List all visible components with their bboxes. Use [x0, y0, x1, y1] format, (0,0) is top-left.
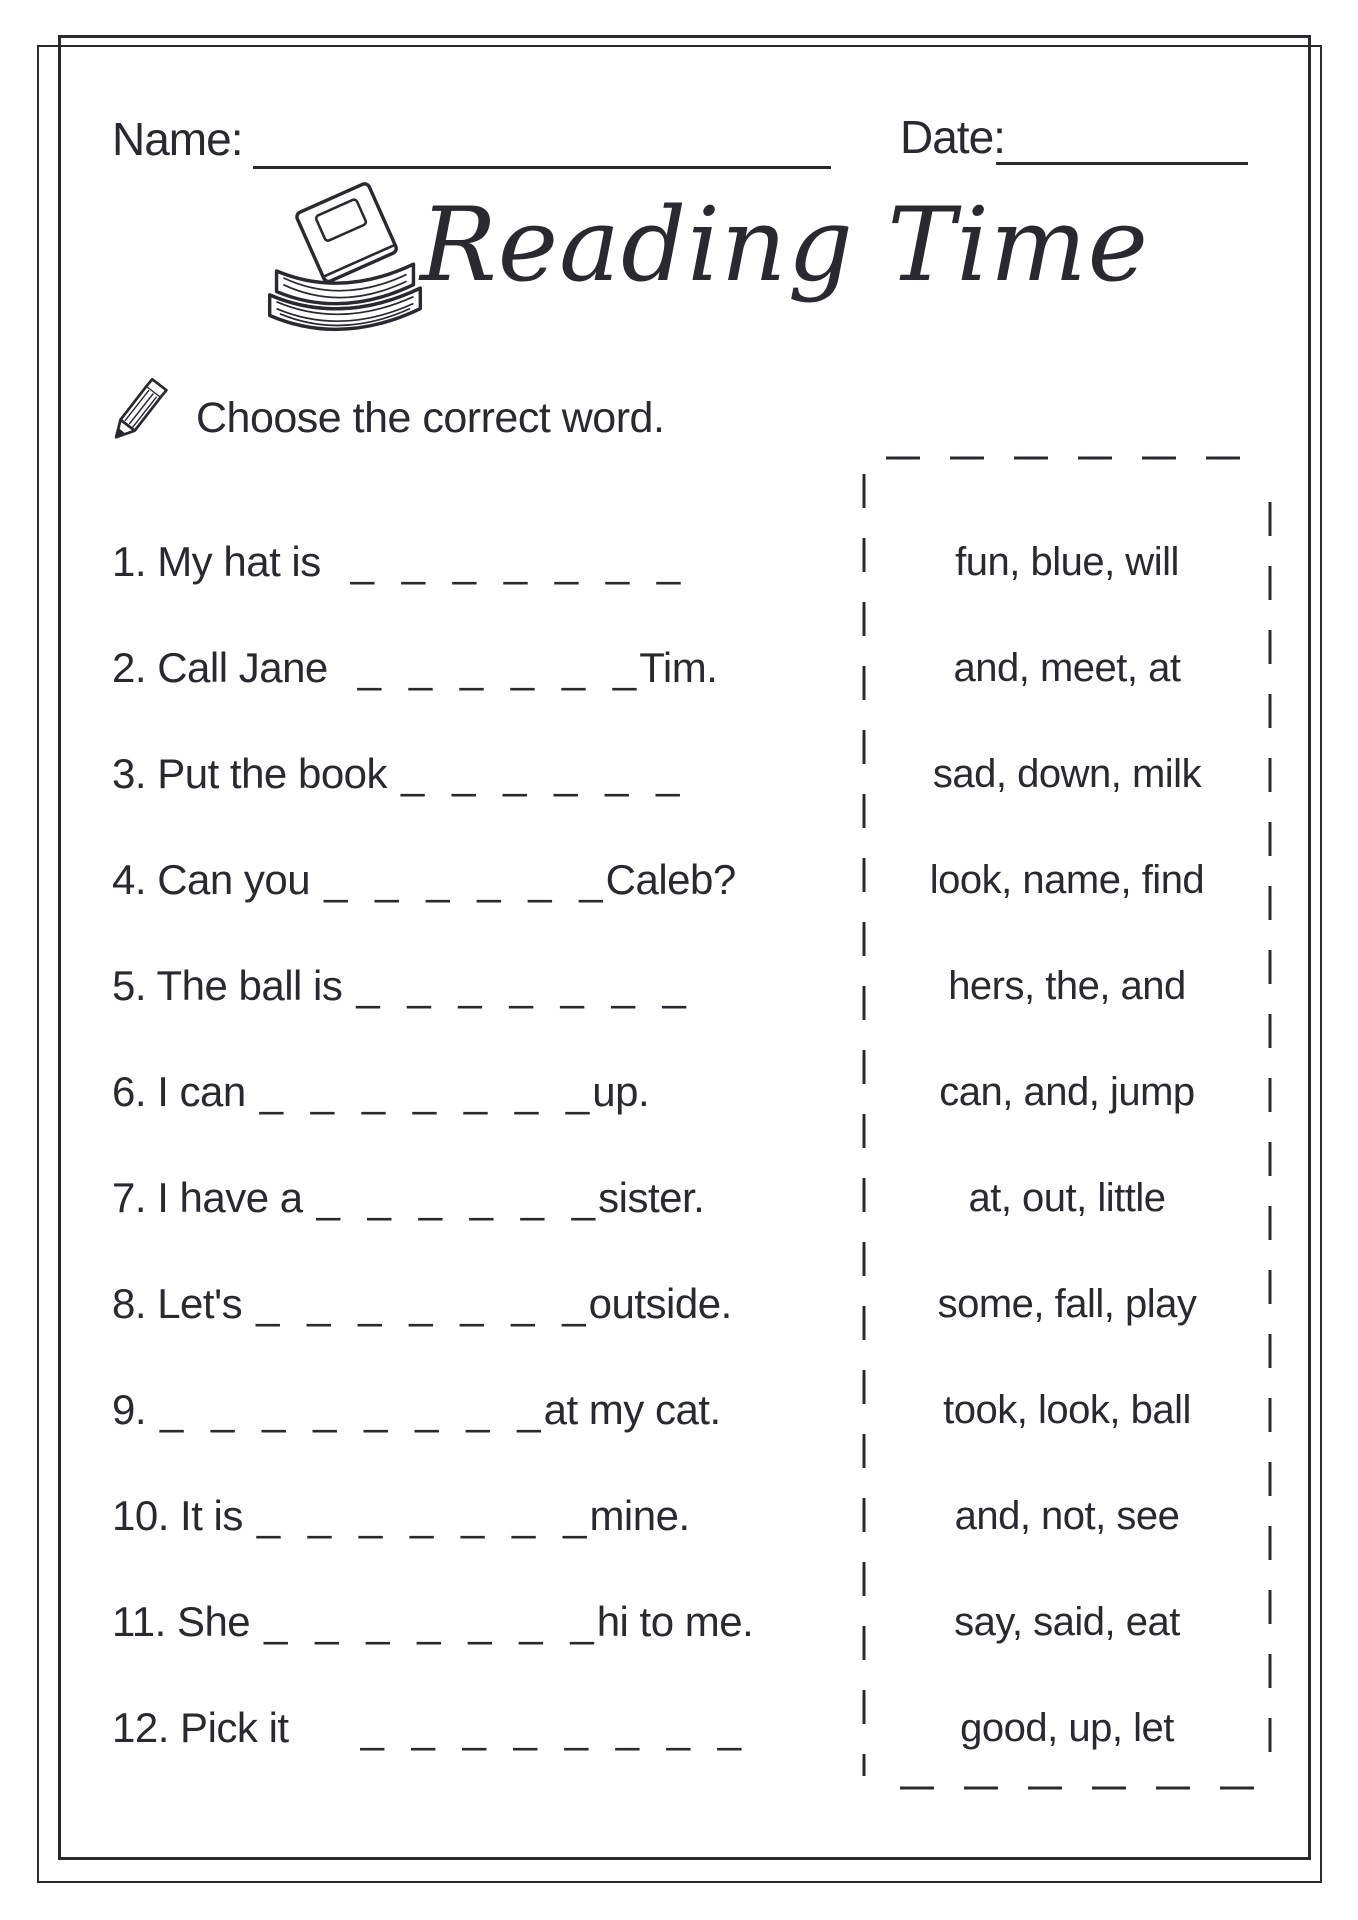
- word-bank-item: good, up, let: [960, 1705, 1174, 1750]
- question-tail: outside.: [588, 1280, 732, 1327]
- question-row: [112, 856, 862, 904]
- instruction-text: Choose the correct word.: [196, 394, 665, 442]
- question-row: [112, 644, 862, 692]
- answer-blanks[interactable]: _ _ _ _ _ _ _: [350, 538, 684, 585]
- page-title: Reading Time: [420, 186, 1150, 305]
- question-text: 8. Let's: [112, 1280, 243, 1327]
- question-text: 12. Pick it: [112, 1704, 289, 1751]
- pencil-icon: [104, 376, 172, 446]
- question-tail: mine.: [589, 1492, 690, 1539]
- question-text: 9.: [112, 1386, 147, 1433]
- question-text: 6. I can: [112, 1068, 246, 1115]
- answer-blanks[interactable]: _ _ _ _ _ _: [401, 750, 683, 797]
- answer-blanks[interactable]: _ _ _ _ _ _: [324, 856, 606, 903]
- question-text: 3. Put the book: [112, 750, 388, 797]
- books-stack-icon: [240, 182, 450, 360]
- word-bank-item: can, and, jump: [939, 1069, 1195, 1114]
- question-row: [112, 750, 862, 798]
- question-row: [112, 1174, 862, 1222]
- answer-blanks[interactable]: _ _ _ _ _ _ _ _: [160, 1386, 544, 1433]
- word-bank-item: hers, the, and: [948, 963, 1186, 1008]
- answer-blanks[interactable]: _ _ _ _ _ _ _ _: [360, 1704, 745, 1751]
- word-bank-item: look, name, find: [929, 857, 1205, 902]
- question-row: [112, 962, 862, 1010]
- question-tail: sister.: [598, 1174, 705, 1221]
- question-row: [112, 1068, 862, 1116]
- question-tail: Caleb?: [605, 856, 736, 903]
- question-row: [112, 538, 862, 586]
- answer-blanks[interactable]: _ _ _ _ _ _ _: [264, 1598, 597, 1645]
- question-row: [112, 1492, 862, 1540]
- word-bank-item: some, fall, play: [937, 1281, 1197, 1326]
- date-label: Date:: [900, 111, 1005, 163]
- word-bank-item: fun, blue, will: [955, 539, 1179, 584]
- question-text: 2. Call Jane: [112, 644, 328, 691]
- question-text: 7. I have a: [112, 1174, 303, 1221]
- word-bank-item: took, look, ball: [943, 1387, 1191, 1432]
- word-bank-item: and, meet, at: [953, 645, 1181, 690]
- word-bank-item: and, not, see: [954, 1493, 1180, 1538]
- worksheet-body: [112, 509, 1272, 1781]
- question-row: [112, 1386, 862, 1434]
- answer-blanks[interactable]: _ _ _ _ _ _: [357, 644, 640, 691]
- question-text: 10. It is: [112, 1492, 243, 1539]
- name-label: Name:: [112, 113, 243, 165]
- question-tail: hi to me.: [596, 1598, 754, 1645]
- question-tail: at my cat.: [543, 1386, 721, 1433]
- question-tail: Tim.: [639, 644, 718, 691]
- question-row: [112, 1280, 862, 1328]
- question-row: [112, 1598, 862, 1646]
- word-bank-item: at, out, little: [968, 1175, 1166, 1220]
- answer-blanks[interactable]: _ _ _ _ _ _ _: [356, 962, 689, 1009]
- question-text: 4. Can you: [112, 856, 311, 903]
- question-text: 1. My hat is: [112, 538, 321, 585]
- date-input-line[interactable]: [996, 162, 1248, 165]
- answer-blanks[interactable]: _ _ _ _ _ _ _: [256, 1280, 589, 1327]
- answer-blanks[interactable]: _ _ _ _ _ _: [316, 1174, 599, 1221]
- word-bank-item: say, said, eat: [954, 1599, 1180, 1644]
- question-text: 11. She: [112, 1598, 251, 1645]
- question-text: 5. The ball is: [112, 962, 343, 1009]
- question-tail: up.: [592, 1068, 650, 1115]
- answer-blanks[interactable]: _ _ _ _ _ _ _: [256, 1492, 590, 1539]
- answer-blanks[interactable]: _ _ _ _ _ _ _: [259, 1068, 593, 1115]
- question-row: [112, 1704, 862, 1752]
- name-input-line[interactable]: [253, 166, 831, 169]
- word-bank-item: sad, down, milk: [932, 751, 1202, 796]
